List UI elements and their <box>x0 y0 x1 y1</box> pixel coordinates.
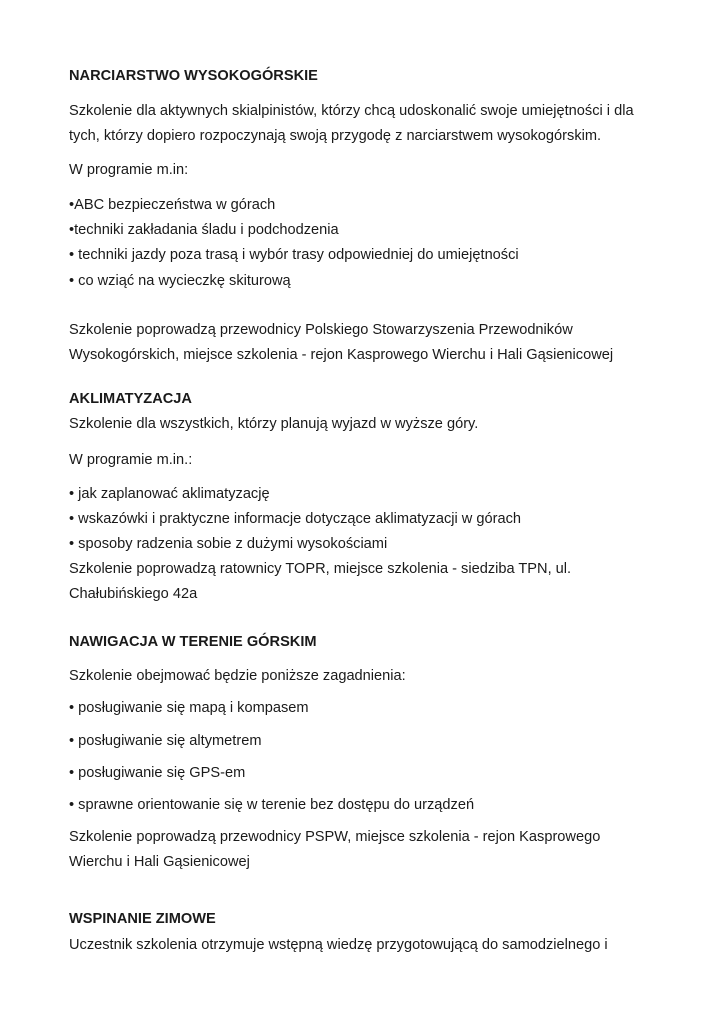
section-heading-nawigacja: NAWIGACJA W TERENIE GÓRSKIM <box>69 634 317 650</box>
list-item: • wskazówki i praktyczne informacje dotyczące aklimatyzacji w górach <box>69 511 522 527</box>
program-label: W programie m.in.: <box>69 452 193 468</box>
paragraph-line: Szkolenie dla wszystkich, którzy planują wyjazd w wyższe góry. <box>69 416 479 432</box>
section-heading-wspinanie: WSPINANIE ZIMOWE <box>69 911 216 927</box>
paragraph-line: Chałubińskiego 42a <box>69 586 198 602</box>
list-item: • sposoby radzenia sobie z dużymi wysokościami <box>69 536 388 552</box>
paragraph-line: Szkolenie poprowadzą przewodnicy Polskiego Stowarzyszenia Przewodników <box>69 322 573 338</box>
list-item: • techniki jazdy poza trasą i wybór trasy odpowiedniej do umiejętności <box>69 247 519 263</box>
list-item: • posługiwanie się GPS-em <box>69 765 246 781</box>
paragraph-line: Uczestnik szkolenia otrzymuje wstępną wiedzę przygotowującą do samodzielnego i <box>69 937 608 953</box>
program-label: W programie m.in: <box>69 162 189 178</box>
list-item: • posługiwanie się altymetrem <box>69 733 262 749</box>
list-item: • jak zaplanować aklimatyzację <box>69 486 270 502</box>
paragraph-line: Szkolenie poprowadzą przewodnicy PSPW, miejsce szkolenia - rejon Kasprowego <box>69 829 601 845</box>
list-item: •ABC bezpieczeństwa w górach <box>69 197 276 213</box>
section-heading-aklimatyzacja: AKLIMATYZACJA <box>69 391 192 407</box>
paragraph-line: tych, którzy dopiero rozpoczynają swoją przygodę z narciarstwem wysokogórskim. <box>69 128 602 144</box>
list-item: • sprawne orientowanie się w terenie bez dostępu do urządzeń <box>69 797 475 813</box>
paragraph-line: Szkolenie dla aktywnych skialpinistów, którzy chcą udoskonalić swoje umiejętności i dla <box>69 103 634 119</box>
list-item: •techniki zakładania śladu i podchodzenia <box>69 222 339 238</box>
paragraph-line: Szkolenie poprowadzą ratownicy TOPR, miejsce szkolenia - siedziba TPN, ul. <box>69 561 572 577</box>
paragraph-line: Wierchu i Hali Gąsienicowej <box>69 854 250 870</box>
list-item: • posługiwanie się mapą i kompasem <box>69 700 309 716</box>
section-heading-narciarstwo: NARCIARSTWO WYSOKOGÓRSKIE <box>69 68 318 84</box>
list-item: • co wziąć na wycieczkę skiturową <box>69 273 291 289</box>
paragraph-line: Wysokogórskich, miejsce szkolenia - rejon Kasprowego Wierchu i Hali Gąsienicowej <box>69 347 614 363</box>
paragraph-line: Szkolenie obejmować będzie poniższe zagadnienia: <box>69 668 406 684</box>
